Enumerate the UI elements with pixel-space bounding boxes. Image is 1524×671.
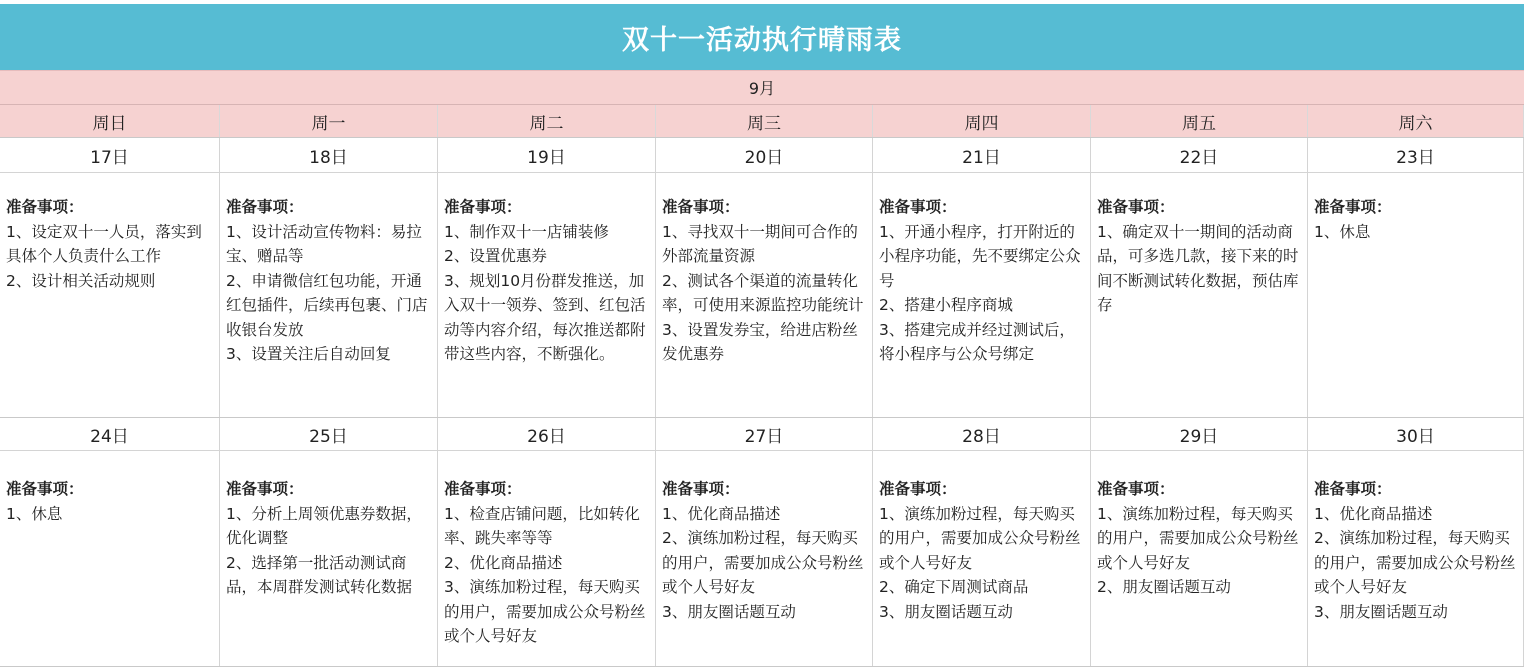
task-heading: 准备事项： <box>879 198 957 216</box>
task-cell[interactable] <box>1091 451 1308 666</box>
date-cell[interactable]: 19日 <box>438 138 656 172</box>
task-cell[interactable] <box>873 173 1091 417</box>
task-item: 2、搭建小程序商城 <box>879 296 1013 314</box>
task-cell[interactable] <box>656 451 873 666</box>
task-item: 1、开通小程序，打开附近的小程序功能，先不要绑定公众号 <box>879 222 1081 290</box>
task-item: 2、申请微信红包功能，开通红包插件，后续再包裹、门店收银台发放 <box>226 271 428 339</box>
date-cell[interactable]: 20日 <box>656 138 873 172</box>
task-item: 1、演练加粉过程，每天购买的用户，需要加成公众号粉丝或个人号好友 <box>879 504 1081 572</box>
date-cell[interactable]: 26日 <box>438 418 656 450</box>
weekday-cell-thu[interactable]: 周四 <box>873 105 1091 137</box>
date-cell[interactable]: 30日 <box>1308 418 1524 450</box>
task-cell[interactable] <box>873 451 1091 666</box>
task-item: 2、演练加粉过程，每天购买的用户，需要加成公众号粉丝或个人号好友 <box>1314 529 1516 596</box>
date-row-week-2 <box>0 418 1524 451</box>
task-cell[interactable] <box>0 451 220 666</box>
task-item: 2、确定下周测试商品 <box>879 578 1029 596</box>
task-heading: 准备事项： <box>6 198 84 216</box>
task-heading: 准备事项： <box>444 480 522 498</box>
weekday-cell-wed[interactable]: 周三 <box>656 105 873 137</box>
date-cell[interactable]: 28日 <box>873 418 1091 450</box>
task-heading: 准备事项： <box>226 198 304 216</box>
task-item: 3、朋友圈话题互动 <box>879 602 1013 621</box>
date-cell[interactable]: 22日 <box>1091 138 1308 172</box>
task-item: 1、设计活动宣传物料：易拉宝、赠品等 <box>226 222 422 265</box>
task-heading: 准备事项： <box>662 198 740 216</box>
date-cell[interactable]: 25日 <box>220 418 438 450</box>
task-cell[interactable] <box>1091 173 1308 417</box>
task-item: 2、测试各个渠道的流量转化率，可使用来源监控功能统计 <box>662 271 864 314</box>
date-cell[interactable]: 27日 <box>656 418 873 450</box>
task-heading: 准备事项： <box>1314 480 1392 498</box>
task-item: 2、设计相关活动规则 <box>6 271 156 290</box>
task-item: 2、朋友圈话题互动 <box>1097 578 1231 596</box>
date-cell[interactable]: 29日 <box>1091 418 1308 450</box>
task-row-week-1 <box>0 173 1524 418</box>
weekday-cell-fri[interactable]: 周五 <box>1091 105 1308 137</box>
date-cell[interactable]: 21日 <box>873 138 1091 172</box>
weekday-header-row <box>0 104 1524 138</box>
task-row-week-2 <box>0 451 1524 667</box>
date-cell[interactable]: 18日 <box>220 138 438 172</box>
task-item: 3、规划10月份群发推送，加入双十一领券、签到、红包活动等内容介绍，每次推送都附带这些内容，不断强化。 <box>444 271 646 363</box>
task-cell[interactable] <box>220 451 438 666</box>
task-item: 3、设置发券宝，给进店粉丝发优惠券 <box>662 320 858 363</box>
task-cell[interactable] <box>438 173 656 417</box>
task-item: 1、检查店铺问题，比如转化率、跳失率等等 <box>444 504 640 547</box>
task-item: 1、分析上周领优惠券数据，优化调整 <box>226 504 422 547</box>
date-cell[interactable]: 24日 <box>0 418 220 450</box>
task-item: 2、选择第一批活动测试商品，本周群发测试转化数据 <box>226 553 413 596</box>
task-cell[interactable] <box>0 173 220 417</box>
task-cell[interactable] <box>656 173 873 417</box>
weekday-cell-sat[interactable]: 周六 <box>1308 105 1524 137</box>
task-heading: 准备事项： <box>1097 198 1175 216</box>
weekday-cell-sun[interactable]: 周日 <box>0 105 220 137</box>
date-row-week-1 <box>0 138 1524 173</box>
task-item: 3、朋友圈话题互动 <box>662 602 796 621</box>
task-item: 1、优化商品描述 <box>662 504 781 523</box>
month-label[interactable]: 9月 <box>0 70 1524 104</box>
task-heading: 准备事项： <box>226 480 304 498</box>
task-item: 1、确定双十一期间的活动商品，可多选几款，接下来的时间不断测试转化数据，预估库存 <box>1097 222 1299 314</box>
task-item: 3、设置关注后自动回复 <box>226 345 391 363</box>
weekday-cell-tue[interactable]: 周二 <box>438 105 656 137</box>
task-cell[interactable] <box>1308 451 1524 666</box>
task-cell[interactable] <box>220 173 438 417</box>
task-cell[interactable] <box>1308 173 1524 417</box>
task-heading: 准备事项： <box>1097 480 1175 498</box>
task-item: 3、搭建完成并经过测试后，将小程序与公众号绑定 <box>879 320 1075 363</box>
weekday-cell-mon[interactable]: 周一 <box>220 105 438 137</box>
task-heading: 准备事项： <box>6 480 84 498</box>
task-heading: 准备事项： <box>1314 198 1392 216</box>
task-heading: 准备事项： <box>444 198 522 216</box>
date-cell[interactable]: 17日 <box>0 138 220 172</box>
sheet-title[interactable]: 双十一活动执行晴雨表 <box>0 4 1524 70</box>
task-heading: 准备事项： <box>879 480 957 498</box>
task-item: 1、设定双十一人员，落实到具体个人负责什么工作 <box>6 222 202 265</box>
task-heading: 准备事项： <box>662 480 740 498</box>
task-item: 1、优化商品描述 <box>1314 504 1433 523</box>
date-cell[interactable]: 23日 <box>1308 138 1524 172</box>
task-item: 3、演练加粉过程，每天购买的用户，需要加成公众号粉丝或个人号好友 <box>444 578 646 645</box>
task-item: 2、设置优惠券 <box>444 247 547 265</box>
task-item: 1、寻找双十一期间可合作的外部流量资源 <box>662 222 858 265</box>
task-item: 2、优化商品描述 <box>444 553 563 572</box>
task-cell[interactable] <box>438 451 656 666</box>
task-item: 1、演练加粉过程，每天购买的用户，需要加成公众号粉丝或个人号好友 <box>1097 504 1299 572</box>
task-item: 1、休息 <box>1314 222 1371 241</box>
task-item: 1、休息 <box>6 504 63 523</box>
task-item: 2、演练加粉过程，每天购买的用户，需要加成公众号粉丝或个人号好友 <box>662 529 864 596</box>
task-item: 1、制作双十一店铺装修 <box>444 222 609 241</box>
task-item: 3、朋友圈话题互动 <box>1314 602 1448 621</box>
